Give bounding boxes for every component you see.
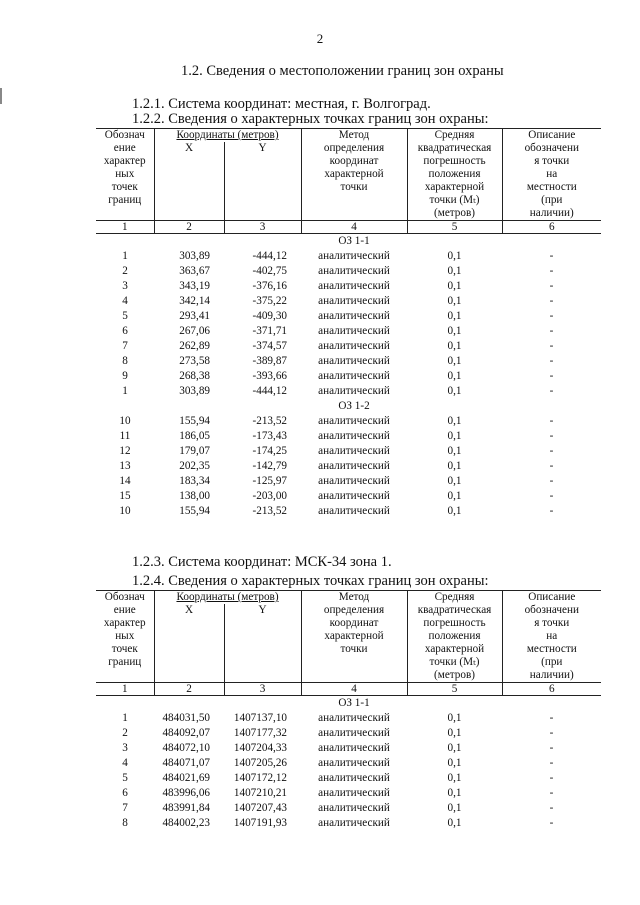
- coord-y: -409,30: [252, 310, 288, 322]
- column-number: 3: [224, 221, 301, 234]
- point-number: 8: [122, 817, 128, 829]
- error: 0,1: [447, 430, 462, 442]
- header-x: X: [154, 604, 224, 683]
- header-x: X: [154, 142, 224, 221]
- error: 0,1: [447, 340, 462, 352]
- zone-spacer: [407, 696, 502, 712]
- coord-x: 484071,07: [162, 757, 210, 769]
- error: 0,1: [447, 265, 462, 277]
- coord-x: 268,38: [179, 370, 210, 382]
- table-row: [96, 414, 601, 429]
- zone-spacer: [96, 696, 154, 712]
- method: аналитический: [318, 340, 390, 352]
- coordinate-system-2: 1.2.3. Система координат: МСК-34 зона 1.: [132, 554, 392, 570]
- coord-x: 202,35: [179, 460, 210, 472]
- coord-y: 1407210,21: [233, 787, 288, 799]
- column-number-row: [96, 221, 601, 234]
- method: аналитический: [318, 787, 390, 799]
- coord-x: 484021,69: [162, 772, 210, 784]
- description: -: [549, 490, 554, 502]
- zone-spacer: [502, 234, 601, 250]
- error: 0,1: [447, 445, 462, 457]
- column-number: 6: [502, 221, 601, 234]
- coord-x: 155,94: [179, 415, 210, 427]
- coord-x: 273,58: [179, 355, 210, 367]
- column-number-row: [96, 683, 601, 696]
- header-method: Метод определения координат характерной точки: [301, 129, 407, 221]
- error: 0,1: [447, 757, 462, 769]
- zone-spacer: [154, 234, 224, 250]
- table-row: [96, 264, 601, 279]
- point-number: 13: [119, 460, 131, 472]
- point-number: 2: [122, 265, 128, 277]
- point-number: 2: [122, 727, 128, 739]
- error: 0,1: [447, 505, 462, 517]
- zone-row: [96, 399, 601, 414]
- coord-y: -444,12: [252, 385, 288, 397]
- description: -: [549, 475, 554, 487]
- method: аналитический: [318, 325, 390, 337]
- binding-mark: [0, 88, 2, 104]
- coord-y: 1407204,33: [233, 742, 288, 754]
- method: аналитический: [318, 385, 390, 397]
- coord-y: 1407177,32: [233, 727, 288, 739]
- table-row: [96, 801, 601, 816]
- description: -: [549, 295, 554, 307]
- point-number: 9: [122, 370, 128, 382]
- description: -: [549, 772, 554, 784]
- header-coords: [154, 591, 301, 605]
- coord-y: 1407205,26: [233, 757, 288, 769]
- point-number: 5: [122, 772, 128, 784]
- description: -: [549, 355, 554, 367]
- table-row: [96, 786, 601, 801]
- section-title: 1.2. Сведения о местоположении границ зон охраны: [181, 63, 504, 79]
- points-title-1: 1.2.2. Сведения о характерных точках границ зон охраны:: [132, 111, 489, 127]
- coord-x: 138,00: [179, 490, 210, 502]
- method: аналитический: [318, 280, 390, 292]
- coord-x: 484002,23: [162, 817, 210, 829]
- point-number: 14: [119, 475, 131, 487]
- coord-y: -203,00: [252, 490, 288, 502]
- error: 0,1: [447, 817, 462, 829]
- description: -: [549, 280, 554, 292]
- header-method: Метод определения координат характерной точки: [301, 591, 407, 683]
- header-coords: [154, 129, 301, 143]
- description: -: [549, 430, 554, 442]
- point-number: 5: [122, 310, 128, 322]
- method: аналитический: [318, 712, 390, 724]
- method: аналитический: [318, 295, 390, 307]
- zone-row: [96, 696, 601, 712]
- table-row: [96, 711, 601, 726]
- table-row: [96, 324, 601, 339]
- description: -: [549, 505, 554, 517]
- coord-x: 303,89: [179, 250, 210, 262]
- error: 0,1: [447, 250, 462, 262]
- zone-spacer: [407, 399, 502, 414]
- column-number: 3: [224, 683, 301, 696]
- header-row: [96, 129, 601, 143]
- table-row: [96, 384, 601, 399]
- header-row: [96, 591, 601, 605]
- point-number: 4: [122, 757, 128, 769]
- point-number: 7: [122, 340, 128, 352]
- point-number: 1: [122, 712, 128, 724]
- description: -: [549, 325, 554, 337]
- table-row: [96, 369, 601, 384]
- zone-spacer: [154, 399, 224, 414]
- error: 0,1: [447, 280, 462, 292]
- method: аналитический: [318, 460, 390, 472]
- column-number: 2: [154, 683, 224, 696]
- description: -: [549, 727, 554, 739]
- point-number: 1: [122, 250, 128, 262]
- zone-spacer: [154, 696, 224, 712]
- coord-x: 484072,10: [162, 742, 210, 754]
- zone-spacer: [502, 399, 601, 414]
- method: аналитический: [318, 817, 390, 829]
- description: -: [549, 742, 554, 754]
- column-number: 5: [407, 221, 502, 234]
- error: 0,1: [447, 325, 462, 337]
- header-point-label: Обознач ение характер ных точек границ: [96, 129, 154, 221]
- table-row: [96, 309, 601, 324]
- header-y: Y: [224, 142, 301, 221]
- table-row: [96, 741, 601, 756]
- description: -: [549, 460, 554, 472]
- error: 0,1: [447, 370, 462, 382]
- table-row: [96, 279, 601, 294]
- method: аналитический: [318, 475, 390, 487]
- coord-y: -393,66: [252, 370, 288, 382]
- point-number: 1: [122, 385, 128, 397]
- point-number: 6: [122, 325, 128, 337]
- coordinates-table-msk34: [96, 590, 601, 831]
- header-coords-label: Координаты (метров): [176, 129, 279, 141]
- point-number: 3: [122, 280, 128, 292]
- error: 0,1: [447, 355, 462, 367]
- method: аналитический: [318, 772, 390, 784]
- coord-x: 183,34: [179, 475, 210, 487]
- coord-y: -389,87: [252, 355, 288, 367]
- coord-y: -142,79: [252, 460, 288, 472]
- coord-x: 155,94: [179, 505, 210, 517]
- point-number: 4: [122, 295, 128, 307]
- method: аналитический: [318, 355, 390, 367]
- column-number: 6: [502, 683, 601, 696]
- point-number: 12: [119, 445, 131, 457]
- point-number: 10: [119, 505, 131, 517]
- description: -: [549, 787, 554, 799]
- description: -: [549, 340, 554, 352]
- method: аналитический: [318, 445, 390, 457]
- method: аналитический: [318, 430, 390, 442]
- coord-y: 1407172,12: [233, 772, 288, 784]
- zone-spacer: [224, 696, 301, 712]
- coord-x: 483996,06: [162, 787, 210, 799]
- table-row: [96, 444, 601, 459]
- coordinate-system-1: 1.2.1. Система координат: местная, г. Волгоград.: [132, 96, 431, 112]
- coord-x: 186,05: [179, 430, 210, 442]
- method: аналитический: [318, 505, 390, 517]
- coord-x: 484031,50: [162, 712, 210, 724]
- method: аналитический: [318, 757, 390, 769]
- error: 0,1: [447, 415, 462, 427]
- header-error: Средняя квадратическая погрешность положения характерной точки (Mₜ) (метров): [407, 129, 502, 221]
- column-number: 2: [154, 221, 224, 234]
- description: -: [549, 310, 554, 322]
- column-number: 5: [407, 683, 502, 696]
- table-row: [96, 339, 601, 354]
- method: аналитический: [318, 370, 390, 382]
- coord-x: 262,89: [179, 340, 210, 352]
- table-row: [96, 429, 601, 444]
- table-row: [96, 294, 601, 309]
- coord-y: -444,12: [252, 250, 288, 262]
- description: -: [549, 817, 554, 829]
- header-point-label: Обознач ение характер ных точек границ: [96, 591, 154, 683]
- error: 0,1: [447, 460, 462, 472]
- coord-y: -374,57: [252, 340, 288, 352]
- table-row: [96, 249, 601, 264]
- table-row: [96, 459, 601, 474]
- method: аналитический: [318, 265, 390, 277]
- coord-y: -371,71: [252, 325, 288, 337]
- error: 0,1: [447, 712, 462, 724]
- coord-x: 179,07: [179, 445, 210, 457]
- method: аналитический: [318, 802, 390, 814]
- error: 0,1: [447, 475, 462, 487]
- table-row: [96, 474, 601, 489]
- error: 0,1: [447, 727, 462, 739]
- method: аналитический: [318, 415, 390, 427]
- table-row: [96, 726, 601, 741]
- zone-spacer: [96, 399, 154, 414]
- zone-spacer: [96, 234, 154, 250]
- column-number: 4: [301, 683, 407, 696]
- page-number: 2: [316, 31, 324, 46]
- description: -: [549, 250, 554, 262]
- header-description: Описание обозначени я точки на местности (при наличии): [502, 591, 601, 683]
- coord-y: -213,52: [252, 415, 288, 427]
- description: -: [549, 802, 554, 814]
- table-row: [96, 489, 601, 504]
- description: -: [549, 445, 554, 457]
- description: -: [549, 265, 554, 277]
- header-coords-label: Координаты (метров): [176, 591, 279, 603]
- points-title-2: 1.2.4. Сведения о характерных точках границ зон охраны:: [132, 573, 489, 589]
- coordinates-table-local: [96, 128, 601, 519]
- coord-y: 1407191,93: [233, 817, 288, 829]
- coord-x: 484092,07: [162, 727, 210, 739]
- error: 0,1: [447, 310, 462, 322]
- zone-spacer: [502, 696, 601, 712]
- coord-y: -376,16: [252, 280, 288, 292]
- table-row: [96, 756, 601, 771]
- error: 0,1: [447, 490, 462, 502]
- method: аналитический: [318, 250, 390, 262]
- table-row: [96, 354, 601, 369]
- error: 0,1: [447, 772, 462, 784]
- coord-y: -125,97: [252, 475, 288, 487]
- zone-label: ОЗ 1-1: [338, 235, 370, 247]
- point-number: 8: [122, 355, 128, 367]
- error: 0,1: [447, 802, 462, 814]
- table-row: [96, 504, 601, 519]
- header-y: Y: [224, 604, 301, 683]
- method: аналитический: [318, 490, 390, 502]
- coord-y: -402,75: [252, 265, 288, 277]
- coord-x: 363,67: [179, 265, 210, 277]
- error: 0,1: [447, 787, 462, 799]
- method: аналитический: [318, 310, 390, 322]
- point-number: 10: [119, 415, 131, 427]
- column-number: 1: [96, 221, 154, 234]
- coord-x: 293,41: [179, 310, 210, 322]
- method: аналитический: [318, 742, 390, 754]
- zone-label: ОЗ 1-1: [338, 697, 370, 709]
- description: -: [549, 757, 554, 769]
- zone-spacer: [224, 234, 301, 250]
- zone-label: ОЗ 1-2: [338, 400, 370, 412]
- point-number: 11: [119, 430, 131, 442]
- coord-y: -375,22: [252, 295, 288, 307]
- header-error: Средняя квадратическая погрешность положения характерной точки (Mₜ) (метров): [407, 591, 502, 683]
- point-number: 7: [122, 802, 128, 814]
- error: 0,1: [447, 742, 462, 754]
- error: 0,1: [447, 295, 462, 307]
- table-row: [96, 816, 601, 831]
- coord-x: 483991,84: [162, 802, 210, 814]
- zone-spacer: [407, 234, 502, 250]
- coord-x: 303,89: [179, 385, 210, 397]
- point-number: 15: [119, 490, 131, 502]
- error: 0,1: [447, 385, 462, 397]
- point-number: 6: [122, 787, 128, 799]
- column-number: 1: [96, 683, 154, 696]
- coord-x: 343,19: [179, 280, 210, 292]
- column-number: 4: [301, 221, 407, 234]
- table-row: [96, 771, 601, 786]
- coord-x: 342,14: [179, 295, 210, 307]
- coord-y: 1407207,43: [233, 802, 288, 814]
- method: аналитический: [318, 727, 390, 739]
- coord-y: -213,52: [252, 505, 288, 517]
- header-description: Описание обозначени я точки на местности (при наличии): [502, 129, 601, 221]
- description: -: [549, 370, 554, 382]
- coord-y: -173,43: [252, 430, 288, 442]
- zone-spacer: [224, 399, 301, 414]
- coord-y: -174,25: [252, 445, 288, 457]
- description: -: [549, 415, 554, 427]
- description: -: [549, 712, 554, 724]
- zone-row: [96, 234, 601, 250]
- coord-y: 1407137,10: [233, 712, 288, 724]
- point-number: 3: [122, 742, 128, 754]
- coord-x: 267,06: [179, 325, 210, 337]
- description: -: [549, 385, 554, 397]
